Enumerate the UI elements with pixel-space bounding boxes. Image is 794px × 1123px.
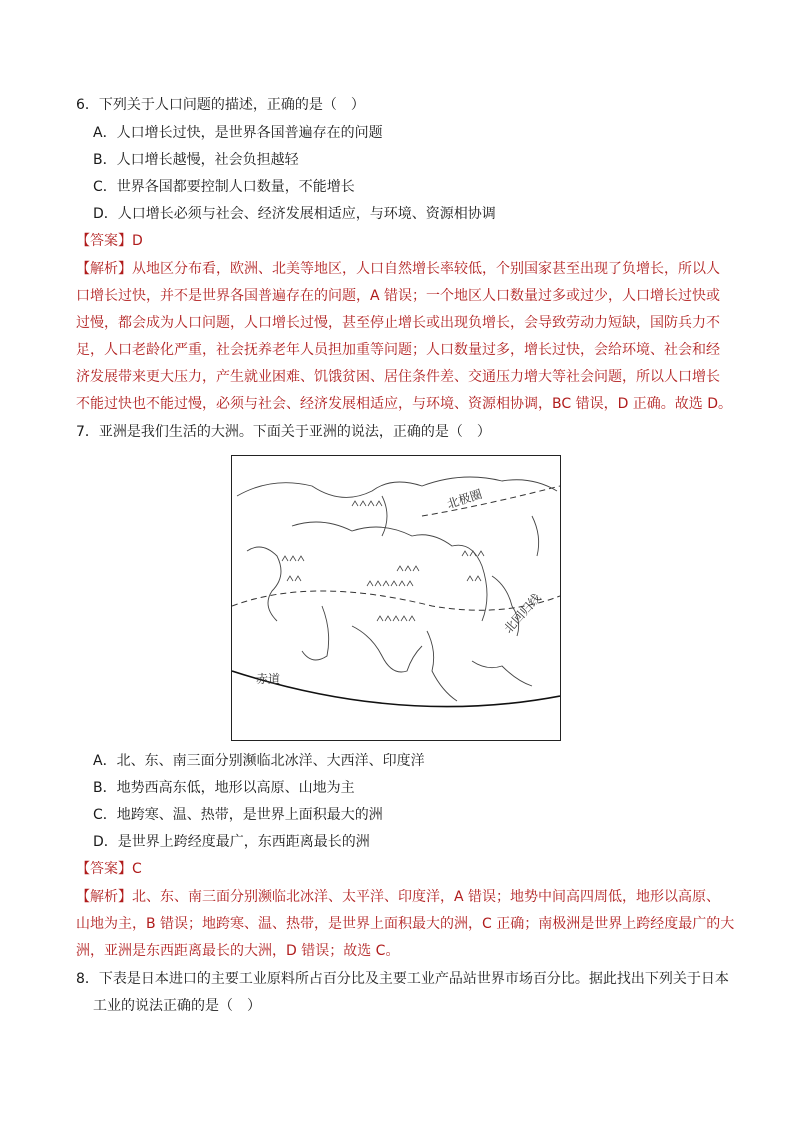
- q7-option-b: B．地势西高东低，地形以高原、山地为主: [93, 780, 355, 796]
- arctic-circle-label: 北极圈: [445, 486, 484, 512]
- q8-stem-line-1: 8．下表是日本进口的主要工业原料所占百分比及主要工业产品站世界市场百分比。据此找出下列关于日本: [76, 971, 729, 987]
- q6-analysis-line-4: 足，人口老龄化严重，社会抚养老年人员担加重等问题；人口数量过多，增长过快，会给环境、社会和经: [76, 342, 720, 358]
- q7-analysis-text-1: 北、东、南三面分别濒临北冰洋、太平洋、印度洋，A 错误；地势中间高四周低，地形以高原、: [132, 889, 721, 905]
- q7-analysis-line-1: [76, 887, 720, 907]
- q6-analysis-line-5: 济发展带来更大压力，产生就业困难、饥饿贫困、居住条件差、交通压力增大等社会问题，所以人口增长: [76, 369, 720, 385]
- arctic-circle-line: [422, 486, 560, 516]
- equator-line: [232, 671, 560, 707]
- q7-option-d: D．是世界上跨经度最广，东西距离最长的洲: [93, 834, 370, 850]
- q7-stem: 7．亚洲是我们生活的大洲。下面关于亚洲的说法，正确的是（ ）: [76, 424, 491, 440]
- q6-answer-tag: 【答案】: [76, 233, 132, 249]
- q6-analysis-line-1: [76, 259, 720, 279]
- q7-analysis-line-3: 洲，亚洲是东西距离最长的大洲，D 错误；故选 C。: [76, 943, 400, 959]
- q6-option-a: A．人口增长过快，是世界各国普遍存在的问题: [93, 125, 383, 141]
- q6-option-b: B．人口增长越慢，社会负担越轻: [93, 152, 299, 168]
- equator-label: 赤道: [256, 672, 281, 686]
- q7-option-c: C．地跨寒、温、热带，是世界上面积最大的洲: [93, 807, 383, 823]
- asia-map: [231, 455, 561, 741]
- q6-answer: [76, 231, 143, 251]
- q6-analysis-line-3: 过慢，都会成为人口问题，人口增长过慢，甚至停止增长或出现负增长，会导致劳动力短缺，国防兵力不: [76, 315, 720, 331]
- q7-analysis-line-2: 山地为主，B 错误；地跨寒、温、热带，是世界上面积最大的洲，C 正确；南极洲是世界上跨经度最广的大: [76, 916, 735, 932]
- q6-option-c: C．世界各国都要控制人口数量，不能增长: [93, 179, 355, 195]
- q7-answer: [76, 859, 142, 879]
- q8-stem-line-2: 工业的说法正确的是（ ）: [93, 998, 261, 1014]
- tropic-of-cancer-label: 北回归线: [501, 590, 544, 636]
- q6-stem: 6．下列关于人口问题的描述，正确的是（ ）: [76, 97, 365, 113]
- q7-analysis-tag: 【解析】: [76, 889, 132, 905]
- q6-analysis-text-1: 从地区分布看，欧洲、北美等地区，人口自然增长率较低，个别国家甚至出现了负增长，所以人: [132, 261, 720, 277]
- q7-answer-tag: 【答案】: [76, 861, 132, 877]
- q7-answer-value: C: [132, 861, 142, 877]
- coastline-outlines: [237, 477, 557, 701]
- q6-analysis-tag: 【解析】: [76, 261, 132, 277]
- q6-analysis-line-6: 不能过快也不能过慢，必须与社会、经济发展相适应，与环境、资源相协调，BC 错误，D 正确。故选 D。: [76, 396, 733, 412]
- asia-map-drawing: [232, 456, 561, 741]
- q7-option-a: A．北、东、南三面分别濒临北冰洋、大西洋、印度洋: [93, 753, 425, 769]
- q6-analysis-line-2: 口增长过快，并不是世界各国普遍存在的问题，A 错误；一个地区人口数量过多或过少，人口增长过快或: [76, 288, 721, 304]
- q6-answer-value: D: [132, 233, 143, 249]
- mountain-ranges: [282, 501, 484, 621]
- q6-option-d: D．人口增长必须与社会、经济发展相适应，与环境、资源相协调: [93, 206, 496, 222]
